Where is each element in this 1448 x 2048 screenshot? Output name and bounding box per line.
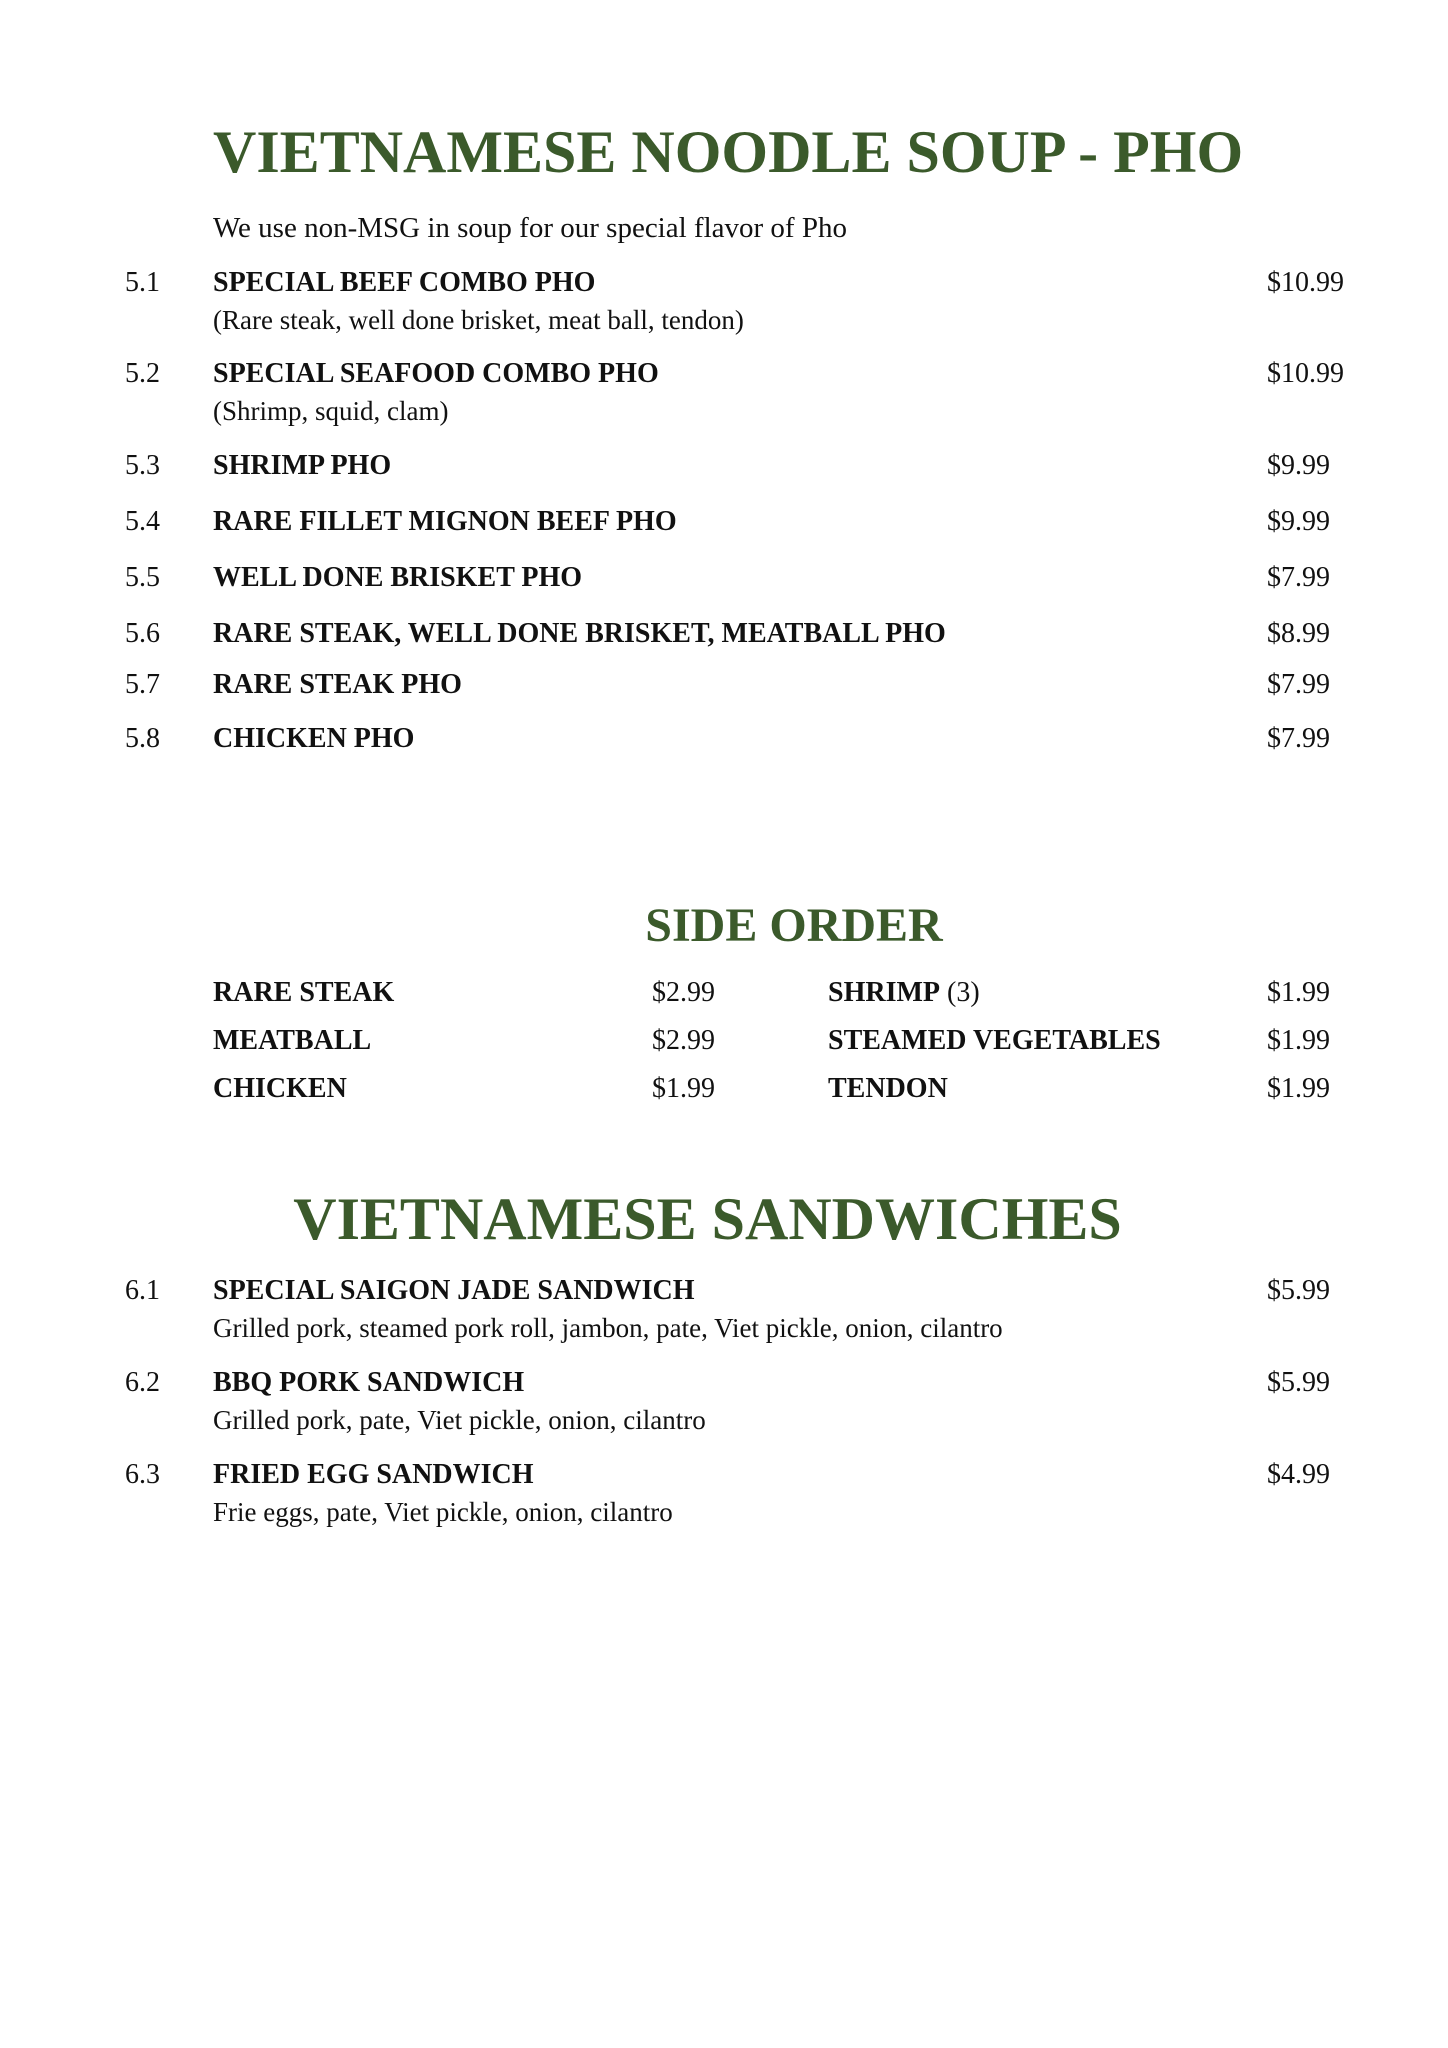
- item-number: 5.4: [125, 506, 160, 537]
- item-name: SPECIAL SAIGON JADE SANDWICH: [213, 1275, 695, 1306]
- item-number: 5.2: [125, 358, 160, 389]
- item-price: $7.99: [1267, 723, 1330, 754]
- side-item-quantity: (3): [940, 977, 980, 1008]
- side-item-name-right: [828, 1024, 1161, 1058]
- item-number: 5.3: [125, 450, 160, 481]
- side-order-title: SIDE ORDER: [645, 899, 943, 952]
- side-item-price: $1.99: [1267, 1073, 1330, 1104]
- side-item-price: $1.99: [1267, 1025, 1330, 1056]
- item-price: $10.99: [1267, 358, 1344, 389]
- side-item-name: CHICKEN: [213, 1073, 347, 1104]
- side-item-name: TENDON: [828, 1073, 948, 1104]
- pho-intro-note: We use non-MSG in soup for our special flavor of Pho: [213, 212, 847, 244]
- item-description: Frie eggs, pate, Viet pickle, onion, cilantro: [213, 1497, 673, 1527]
- pho-section-title: VIETNAMESE NOODLE SOUP - PHO: [213, 119, 1244, 185]
- side-item-price: $2.99: [652, 977, 715, 1008]
- item-number: 6.1: [125, 1275, 160, 1306]
- side-item-name: MEATBALL: [213, 1025, 372, 1056]
- item-description: (Rare steak, well done brisket, meat ball, tendon): [213, 305, 744, 335]
- item-name: SPECIAL BEEF COMBO PHO: [213, 267, 596, 298]
- item-name: BBQ PORK SANDWICH: [213, 1367, 525, 1398]
- item-price: $8.99: [1267, 618, 1330, 649]
- item-price: $4.99: [1267, 1459, 1330, 1490]
- item-price: $9.99: [1267, 450, 1330, 481]
- item-name: FRIED EGG SANDWICH: [213, 1459, 534, 1490]
- item-number: 5.1: [125, 267, 160, 298]
- item-price: $5.99: [1267, 1367, 1330, 1398]
- item-name: RARE FILLET MIGNON BEEF PHO: [213, 506, 677, 537]
- side-item-name-right: [828, 1072, 948, 1106]
- side-item-name: STEAMED VEGETABLES: [828, 1025, 1161, 1056]
- item-number: 5.6: [125, 618, 160, 649]
- item-price: $10.99: [1267, 267, 1344, 298]
- item-price: $7.99: [1267, 669, 1330, 700]
- item-price: $5.99: [1267, 1275, 1330, 1306]
- item-name: RARE STEAK, WELL DONE BRISKET, MEATBALL PHO: [213, 618, 946, 649]
- side-item-name: RARE STEAK: [213, 977, 395, 1008]
- item-number: 6.3: [125, 1459, 160, 1490]
- side-item-price: $1.99: [1267, 977, 1330, 1008]
- item-description: (Shrimp, squid, clam): [213, 396, 449, 426]
- item-number: 5.5: [125, 562, 160, 593]
- item-name: CHICKEN PHO: [213, 723, 415, 754]
- item-name: RARE STEAK PHO: [213, 669, 462, 700]
- item-number: 6.2: [125, 1367, 160, 1398]
- item-number: 5.8: [125, 723, 160, 754]
- side-item-name: SHRIMP: [828, 977, 940, 1008]
- side-item-price: $2.99: [652, 1025, 715, 1056]
- item-description: Grilled pork, steamed pork roll, jambon, pate, Viet pickle, onion, cilantro: [213, 1313, 1003, 1343]
- item-name: SPECIAL SEAFOOD COMBO PHO: [213, 358, 659, 389]
- item-number: 5.7: [125, 669, 160, 700]
- side-item-price: $1.99: [652, 1073, 715, 1104]
- sandwiches-section-title: VIETNAMESE SANDWICHES: [293, 1186, 1122, 1252]
- item-price: $9.99: [1267, 506, 1330, 537]
- side-item-name-right: [828, 976, 980, 1010]
- item-price: $7.99: [1267, 562, 1330, 593]
- item-name: SHRIMP PHO: [213, 450, 392, 481]
- item-description: Grilled pork, pate, Viet pickle, onion, cilantro: [213, 1405, 706, 1435]
- item-name: WELL DONE BRISKET PHO: [213, 562, 583, 593]
